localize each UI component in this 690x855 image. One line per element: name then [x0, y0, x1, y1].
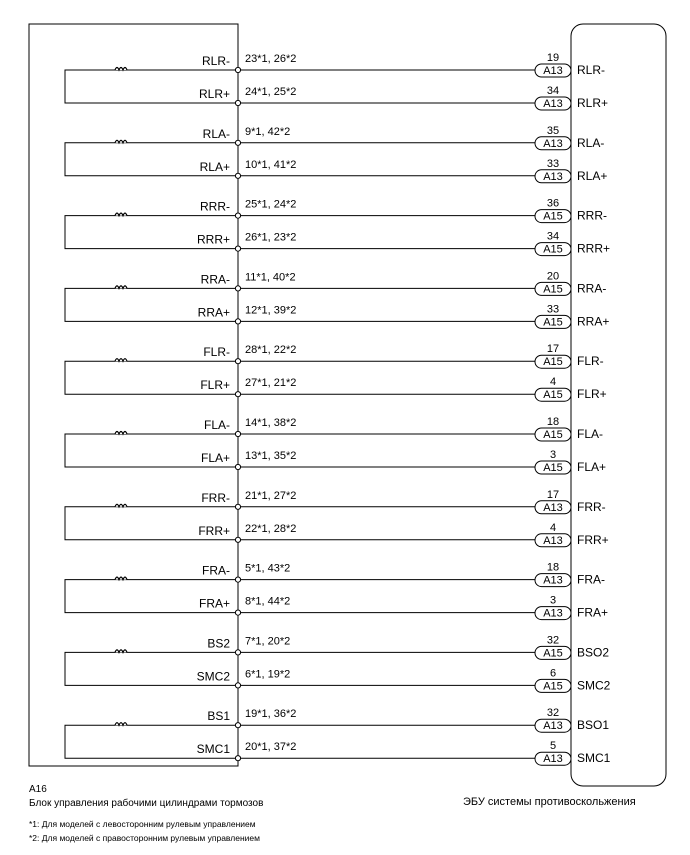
right-pin-label: FRR- [577, 499, 606, 514]
terminal-dot [235, 359, 240, 364]
pin-numbers: 22*1, 28*2 [245, 522, 297, 535]
left-pin-label: FLA+ [200, 451, 230, 465]
terminal-dot [235, 756, 240, 761]
pin-numbers: 11*1, 40*2 [245, 271, 296, 284]
ecu-pin-number: 17 [546, 343, 560, 356]
right-pin-label: FLR- [577, 354, 604, 369]
left-pin-label: RRA+ [197, 305, 230, 320]
right-pin-label: FRR+ [577, 532, 609, 547]
ecu-pin-number: 35 [546, 124, 560, 137]
ecu-pin-number: 5 [549, 740, 557, 753]
connector-code: A15 [543, 680, 563, 693]
connector-code: A13 [543, 137, 563, 150]
ecu-pin-number: 34 [546, 230, 560, 243]
terminal-dot [235, 100, 240, 105]
signal-group [65, 125, 607, 183]
terminal-dot [235, 67, 240, 72]
signal-group [65, 270, 609, 328]
left-pin-label: FRA- [202, 563, 230, 578]
right-unit-name: ЭБУ системы противоскольжения [463, 796, 636, 808]
pin-numbers: 12*1, 39*2 [245, 304, 297, 317]
ecu-pin-number: 32 [546, 634, 560, 647]
pin-numbers: 23*1, 26*2 [245, 53, 297, 65]
ecu-pin-number: 33 [546, 157, 560, 170]
ecu-pin-number: 36 [546, 197, 560, 210]
connector-code: A13 [543, 720, 563, 733]
ecu-pin-number: 17 [546, 488, 560, 501]
connector-code: A15 [543, 389, 563, 402]
connector-code: A15 [543, 356, 563, 369]
pin-numbers: 7*1, 20*2 [245, 635, 291, 648]
ecu-pin-number: 33 [546, 303, 560, 316]
terminal-dot [235, 319, 240, 324]
terminal-dot [235, 286, 240, 291]
connector-code: A15 [543, 210, 563, 223]
pin-numbers: 9*1, 42*2 [245, 125, 291, 138]
left-pin-label: RLR+ [198, 87, 230, 101]
pin-numbers: 14*1, 38*2 [245, 417, 297, 429]
left-pin-label: FRR- [201, 490, 230, 505]
coil-symbol [115, 650, 127, 653]
signal-groups [65, 52, 611, 765]
right-pin-label: FRA- [577, 572, 605, 587]
connector-code: A13 [543, 534, 563, 547]
left-pin-label: BS2 [207, 636, 230, 651]
right-pin-label: RRA- [577, 281, 607, 296]
left-pin-label: FRA+ [198, 596, 230, 611]
signal-group [65, 562, 608, 620]
pin-numbers: 21*1, 27*2 [245, 489, 297, 502]
ecu-pin-number: 6 [549, 667, 557, 680]
footnote-1: *1: Для моделей с левосторонним рулевым управлением [29, 819, 256, 829]
connector-code: A13 [543, 170, 563, 183]
right-pin-label: RLR- [577, 63, 606, 77]
terminal-dot [235, 577, 240, 582]
coil-symbol [115, 432, 127, 435]
ecu-pin-number: 18 [546, 416, 560, 428]
ecu-pin-number: 4 [549, 521, 557, 534]
right-pin-label: RRR+ [577, 241, 611, 256]
terminal-dot [235, 246, 240, 251]
pin-numbers: 19*1, 36*2 [245, 708, 297, 721]
pin-numbers: 5*1, 43*2 [245, 562, 291, 575]
terminal-dot [235, 173, 240, 178]
left-pin-label: RRA- [200, 272, 230, 287]
coil-symbol [115, 68, 127, 71]
signal-group [65, 707, 611, 765]
pin-numbers: 26*1, 23*2 [245, 231, 297, 244]
left-pin-label: FRR+ [198, 523, 230, 538]
signal-group [65, 52, 608, 110]
signal-group [65, 489, 609, 547]
ecu-pin-number: 3 [549, 449, 557, 461]
terminal-dot [235, 464, 240, 469]
right-pin-label: SMC2 [577, 678, 611, 693]
pin-numbers: 8*1, 44*2 [245, 595, 291, 608]
connector-code: A13 [543, 753, 563, 766]
right-pin-label: BSO1 [577, 718, 610, 733]
left-pin-label: FLR+ [200, 378, 230, 393]
ecu-pin-number: 19 [546, 52, 560, 64]
left-pin-label: FLR- [203, 345, 230, 360]
pin-numbers: 10*1, 41*2 [245, 158, 297, 171]
connector-code: A15 [543, 429, 563, 441]
signal-group [65, 634, 611, 692]
coil-symbol [115, 359, 127, 362]
right-pin-label: FLA+ [577, 460, 607, 474]
terminal-dot [235, 723, 240, 728]
ecu-pin-number: 18 [546, 561, 560, 574]
pin-numbers: 27*1, 21*2 [245, 377, 297, 390]
left-pin-label: RLR- [201, 54, 230, 68]
terminal-dot [235, 610, 240, 615]
signal-group [65, 198, 610, 256]
terminal-dot [235, 140, 240, 145]
ecu-pin-number: 20 [546, 270, 560, 283]
ecu-pin-number: 34 [546, 85, 560, 97]
left-pin-label: RLA- [202, 126, 230, 141]
connector-code: A15 [543, 647, 563, 660]
left-unit-code: A16 [29, 784, 47, 795]
pin-numbers: 28*1, 22*2 [245, 344, 297, 357]
connector-code: A15 [543, 283, 563, 296]
connector-code: A15 [543, 243, 563, 256]
connector-code: A15 [543, 316, 563, 329]
right-pin-label: RLR+ [577, 96, 609, 110]
terminal-dot [235, 537, 240, 542]
pin-numbers: 6*1, 19*2 [245, 668, 291, 681]
ecu-pin-number: 32 [546, 707, 560, 720]
connector-code: A15 [543, 462, 563, 474]
right-pin-label: RRA+ [577, 314, 610, 329]
right-pin-label: SMC1 [577, 751, 611, 766]
connector-code: A13 [543, 65, 563, 77]
connector-code: A13 [543, 607, 563, 620]
right-pin-label: FRA+ [577, 605, 609, 620]
signal-group [65, 343, 607, 401]
coil-symbol [115, 577, 127, 580]
left-pin-label: RRR- [200, 199, 230, 214]
ecu-pin-number: 4 [549, 376, 557, 389]
coil-symbol [115, 213, 127, 216]
pin-numbers: 13*1, 35*2 [245, 450, 297, 462]
right-pin-label: FLR+ [577, 387, 607, 402]
coil-symbol [115, 140, 127, 143]
terminal-dot [235, 431, 240, 436]
coil-symbol [115, 504, 127, 507]
coil-symbol [115, 723, 127, 726]
terminal-dot [235, 650, 240, 655]
footnote-2: *2: Для моделей с правосторонним рулевым управлением [29, 833, 260, 843]
terminal-dot [235, 213, 240, 218]
right-pin-label: RRR- [577, 208, 607, 223]
left-pin-label: SMC1 [196, 742, 230, 757]
right-pin-label: BSO2 [577, 645, 610, 660]
terminal-dot [235, 392, 240, 397]
ecu-pin-number: 3 [549, 594, 557, 607]
left-pin-label: SMC2 [196, 669, 230, 684]
right-pin-label: RLA+ [577, 168, 608, 183]
right-pin-label: FLA- [577, 427, 604, 441]
connector-code: A13 [543, 98, 563, 110]
connector-code: A13 [543, 501, 563, 514]
right-pin-label: RLA- [577, 135, 605, 150]
terminal-dot [235, 504, 240, 509]
pin-numbers: 20*1, 37*2 [245, 741, 297, 754]
left-unit-name: Блок управления рабочими цилиндрами тормозов [29, 798, 264, 809]
left-pin-label: BS1 [207, 709, 230, 724]
terminal-dot [235, 683, 240, 688]
left-pin-label: RLA+ [199, 159, 230, 174]
coil-symbol [115, 286, 127, 289]
pin-numbers: 24*1, 25*2 [245, 86, 297, 98]
left-pin-label: FLA- [203, 418, 230, 432]
signal-group [65, 416, 606, 474]
pin-numbers: 25*1, 24*2 [245, 198, 297, 211]
connector-code: A13 [543, 574, 563, 587]
left-pin-label: RRR+ [196, 232, 230, 247]
